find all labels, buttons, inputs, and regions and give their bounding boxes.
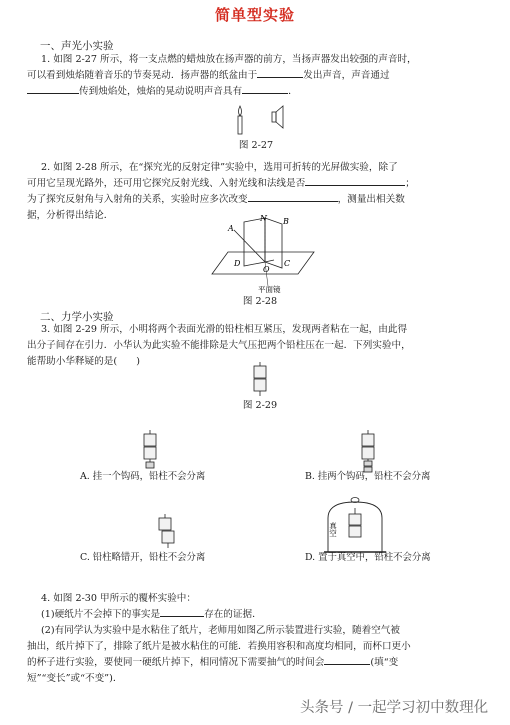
- fig-label-o: O: [263, 265, 270, 274]
- section-heading-sound-light: 一、声光小实验: [40, 40, 114, 52]
- figure-2-28-caption: 图 2-28: [242, 296, 278, 307]
- lead-cylinder-bottom: [254, 379, 266, 391]
- option-c[interactable]: C. 铅柱略错开，铅柱不会分离: [80, 552, 206, 563]
- fig-label-mirror: 平面镜: [258, 285, 281, 294]
- q2-line-2: [27, 176, 489, 192]
- q2-line-3: [27, 192, 489, 208]
- q4-line-2: [27, 607, 489, 623]
- q3-line-2: 出分子间存在引力．小华认为此实验不能排除是大气压把两个铅柱压在一起．下列实验中，: [27, 340, 411, 351]
- figure-2-27-caption: 图 2-27: [238, 140, 274, 151]
- q1-line-2-b: 发出声音，声音通过: [303, 70, 390, 81]
- fig-label-d: D: [234, 259, 241, 268]
- section-heading-mechanics: 二、力学小实验: [40, 311, 114, 323]
- q1-blank-3[interactable]: [242, 84, 288, 94]
- q4-line-2-b: 存在的证据．: [204, 609, 262, 620]
- q2-blank-1[interactable]: [305, 176, 405, 186]
- q4-line-3: (2)有同学认为实验中是水粘住了纸片，老师用如图乙所示装置进行实验，随着空气被: [41, 625, 400, 636]
- speaker-cone-icon: [276, 106, 283, 128]
- lead-cylinder-top: [254, 366, 266, 378]
- figure-2-29-lead-cylinders: [250, 362, 270, 398]
- q4-blank-1[interactable]: [160, 607, 204, 617]
- q2-line-2-a: 可用它呈现光路外，还可用它探究反射光线、入射光线和法线是否: [27, 178, 306, 189]
- q4-line-5-b: (填“变: [370, 657, 399, 668]
- q4-line-2-a: (1)硬纸片不会掉下的事实是: [41, 609, 161, 620]
- q1-line-3-b: ．: [288, 86, 298, 97]
- fig-label-b: B: [283, 217, 289, 226]
- page-title: 简单型实验: [214, 6, 295, 24]
- q3-line-1: 3. 如图 2-29 所示，小明将两个表面光滑的铅柱相互紧压，发现两者粘在一起，由此得: [41, 324, 408, 335]
- q1-blank-1[interactable]: [257, 68, 303, 78]
- q4-line-1: 4. 如图 2-30 甲所示的覆杯实验中：: [41, 593, 196, 604]
- q4-line-5: [27, 655, 489, 671]
- option-a[interactable]: A. 挂一个钩码，铅柱不会分离: [80, 471, 206, 482]
- fig-label-n: N: [260, 214, 267, 223]
- hook-weight-icon: [364, 461, 372, 466]
- figure-2-28-reflection: [210, 214, 320, 292]
- question-4: [27, 591, 489, 687]
- q4-line-6: 短”“变长”或“不变”)．: [27, 673, 123, 684]
- q4-line-5-a: 的杯子进行实验，要使同一硬纸片掉下，相同情况下需要抽气的时间会: [27, 657, 325, 668]
- q2-line-3-b: ，测量出相关数: [337, 194, 405, 205]
- q2-line-2-b: ；: [405, 178, 415, 189]
- q1-line-2: [27, 68, 489, 84]
- q1-line-3-a: 传到烛焰处，烛焰的晃动说明声音具有: [79, 86, 243, 97]
- q2-line-3-a: 为了探究反射角与入射角的关系，实验时应多次改变: [27, 194, 248, 205]
- ray-tail: [265, 260, 274, 262]
- q1-blank-2[interactable]: [27, 84, 79, 94]
- option-b[interactable]: B. 挂两个钩码，铅柱不会分离: [305, 471, 431, 482]
- q2-line-4: 据，分析得出结论．: [27, 210, 114, 221]
- q1-line-2-a: 可以看到烛焰随着音乐的节奏晃动．扬声器的纸盆由于: [27, 70, 258, 81]
- fig-label-a: A: [228, 224, 234, 233]
- q4-blank-2[interactable]: [324, 655, 370, 665]
- option-a-figure: [140, 430, 160, 470]
- q1-line-3: [27, 84, 489, 100]
- candle-body: [238, 116, 242, 134]
- fig-label-c: C: [284, 259, 291, 268]
- candle-flame-icon: [239, 106, 242, 116]
- figure-2-27-candle-speaker: [228, 104, 288, 136]
- vacuum-label: 真空: [328, 522, 338, 537]
- incident-ray: [234, 230, 265, 262]
- q1-line-1: 1. 如图 2-27 所示，将一支点燃的蜡烛放在扬声器的前方，当扬声器发出较强的声音时，: [41, 54, 417, 65]
- q2-line-1: 2. 如图 2-28 所示，在“探究光的反射定律”实验中，选用可折转的光屏做实验，除了: [41, 162, 398, 173]
- figure-2-29-caption: 图 2-29: [242, 400, 278, 411]
- q2-blank-2[interactable]: [248, 192, 338, 202]
- option-d[interactable]: D. 置于真空中，铅柱不会分离: [305, 552, 431, 563]
- q3-line-3: 能帮助小华释疑的是( ): [27, 356, 141, 367]
- watermark: 头条号 / 一起学习初中数理化: [300, 700, 489, 716]
- q4-line-4: 抽出，纸片掉下了，排除了纸片是被水粘住的可能．若换用容积和高度均相同，而杯口更小: [27, 641, 411, 652]
- question-1: [27, 52, 489, 100]
- speaker-magnet: [272, 112, 276, 122]
